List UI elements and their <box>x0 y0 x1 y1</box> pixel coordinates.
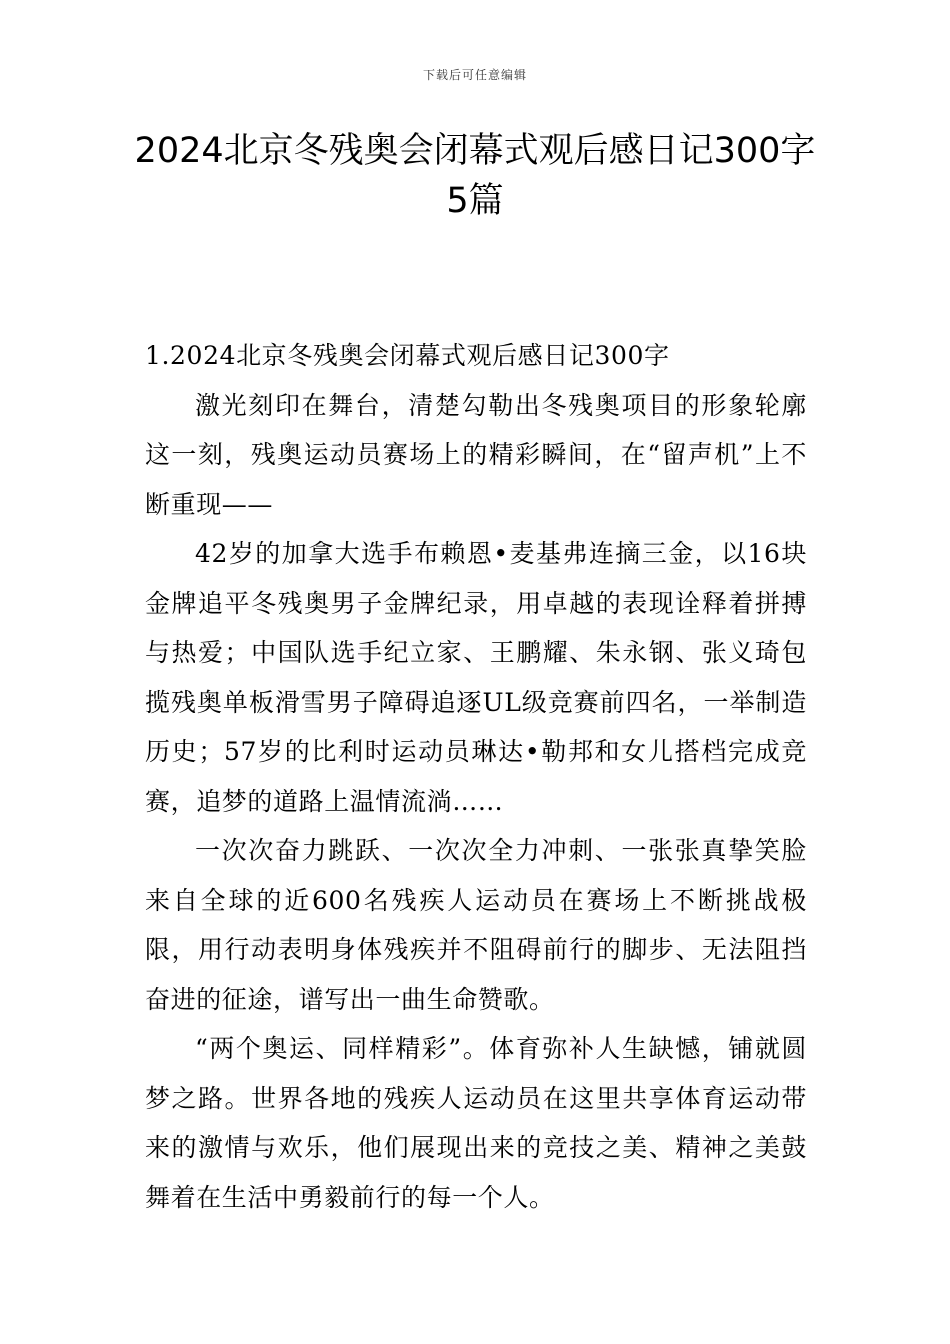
paragraph: 激光刻印在舞台，清楚勾勒出冬残奥项目的形象轮廓这一刻，残奥运动员赛场上的精彩瞬间，在“留声机”上不断重现—— <box>145 390 807 519</box>
paragraph: “两个奥运、同样精彩”。体育弥补人生缺憾，铺就圆梦之路。世界各地的残疾人运动员在这里共享体育运动带来的激情与欢乐，他们展现出来的竞技之美、精神之美鼓舞着在生活中勇毅前行的每一个人。 <box>145 1034 807 1212</box>
header-note: 下载后可任意编辑 <box>422 68 527 82</box>
document-body <box>145 331 807 1222</box>
section-heading: 1.2024北京冬残奥会闭幕式观后感日记300字 <box>145 341 670 370</box>
paragraph: 42岁的加拿大选手布赖恩•麦基弗连摘三金，以16块金牌追平冬残奥男子金牌纪录，用卓越的表现诠释着拼搏与热爱；中国队选手纪立家、王鹏耀、朱永钢、张义琦包揽残奥单板滑雪男子障碍追逐UL级竞赛前四名，一举制造历史；57岁的比利时运动员琳达•勒邦和女儿搭档完成竞赛，追梦的道路上温情流淌…… <box>145 539 807 816</box>
paragraph: 一次次奋力跳跃、一次次全力冲刺、一张张真挚笑脸来自全球的近600名残疾人运动员在赛场上不断挑战极限，用行动表明身体残疾并不阻碍前行的脚步、无法阻挡奋进的征途，谱写出一曲生命赞歌。 <box>145 836 807 1014</box>
document-title: 2024北京冬残奥会闭幕式观后感日记300字5篇 <box>134 131 816 221</box>
